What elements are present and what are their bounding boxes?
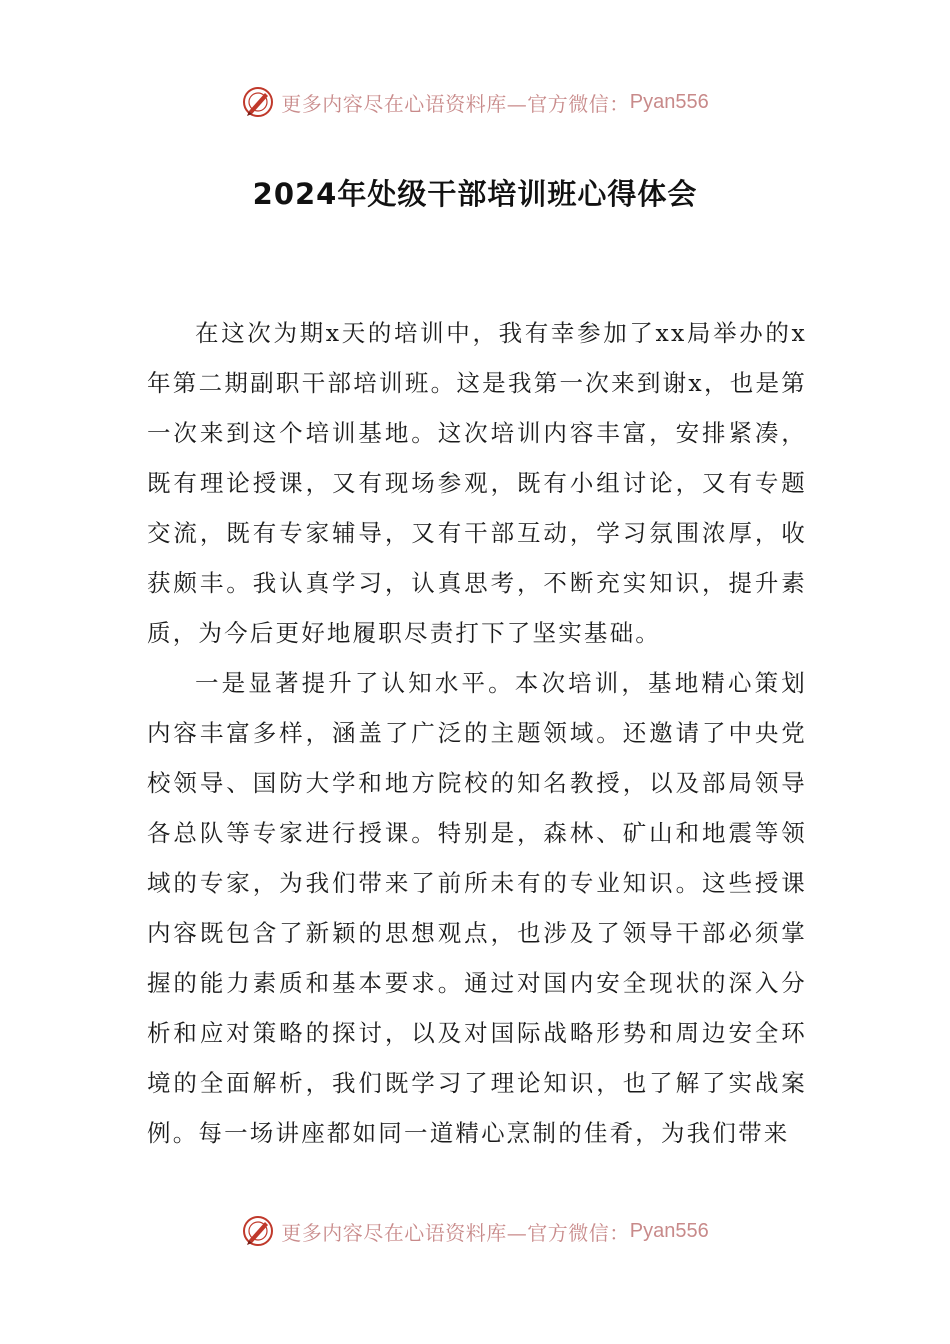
paragraph-intro: 在这次为期x天的培训中，我有幸参加了xx局举办的x年第二期副职干部培训班。这是我第一次来到谢x，也是第一次来到这个培训基地。这次培训内容丰富，安排紧凑，既有理论授课，又有现场参观，既有小组讨论，又有专题交流，既有专家辅导，又有干部互动，学习氛围浓厚，收获颇丰。我认真学习，认真思考，不断充实知识，提升素质，为今后更好地履职尽责打下了坚实基础。: [147, 319, 807, 647]
pen-logo-icon: [241, 1214, 275, 1248]
document-body: [147, 308, 807, 1158]
header-watermark-banner: [0, 82, 950, 122]
pen-logo-icon: [241, 85, 275, 119]
paragraph-point-one: 一是显著提升了认知水平。本次培训，基地精心策划内容丰富多样，涵盖了广泛的主题领域。还邀请了中央党校领导、国防大学和地方院校的知名教授，以及部局领导各总队等专家进行授课。特别是，森林、矿山和地震等领域的专家，为我们带来了前所未有的专业知识。这些授课内容既包含了新颖的思想观点，也涉及了领导干部必须掌握的能力素质和基本要求。通过对国内安全现状的深入分析和应对策略的探讨，以及对国际战略形势和周边安全环境的全面解析，我们既学习了理论知识，也了解了实战案例。每一场讲座都如同一道精心烹制的佳肴，为我们带来: [147, 669, 807, 1147]
watermark-text: 更多内容尽在心语资料库—官方微信：: [281, 1220, 630, 1245]
document-title: 2024年处级干部培训班心得体会: [252, 177, 698, 211]
wechat-id: Pyan556: [629, 90, 709, 113]
watermark-text: 更多内容尽在心语资料库—官方微信：: [281, 91, 630, 116]
wechat-id: Pyan556: [629, 1219, 709, 1242]
footer-watermark-banner: [0, 1211, 950, 1251]
